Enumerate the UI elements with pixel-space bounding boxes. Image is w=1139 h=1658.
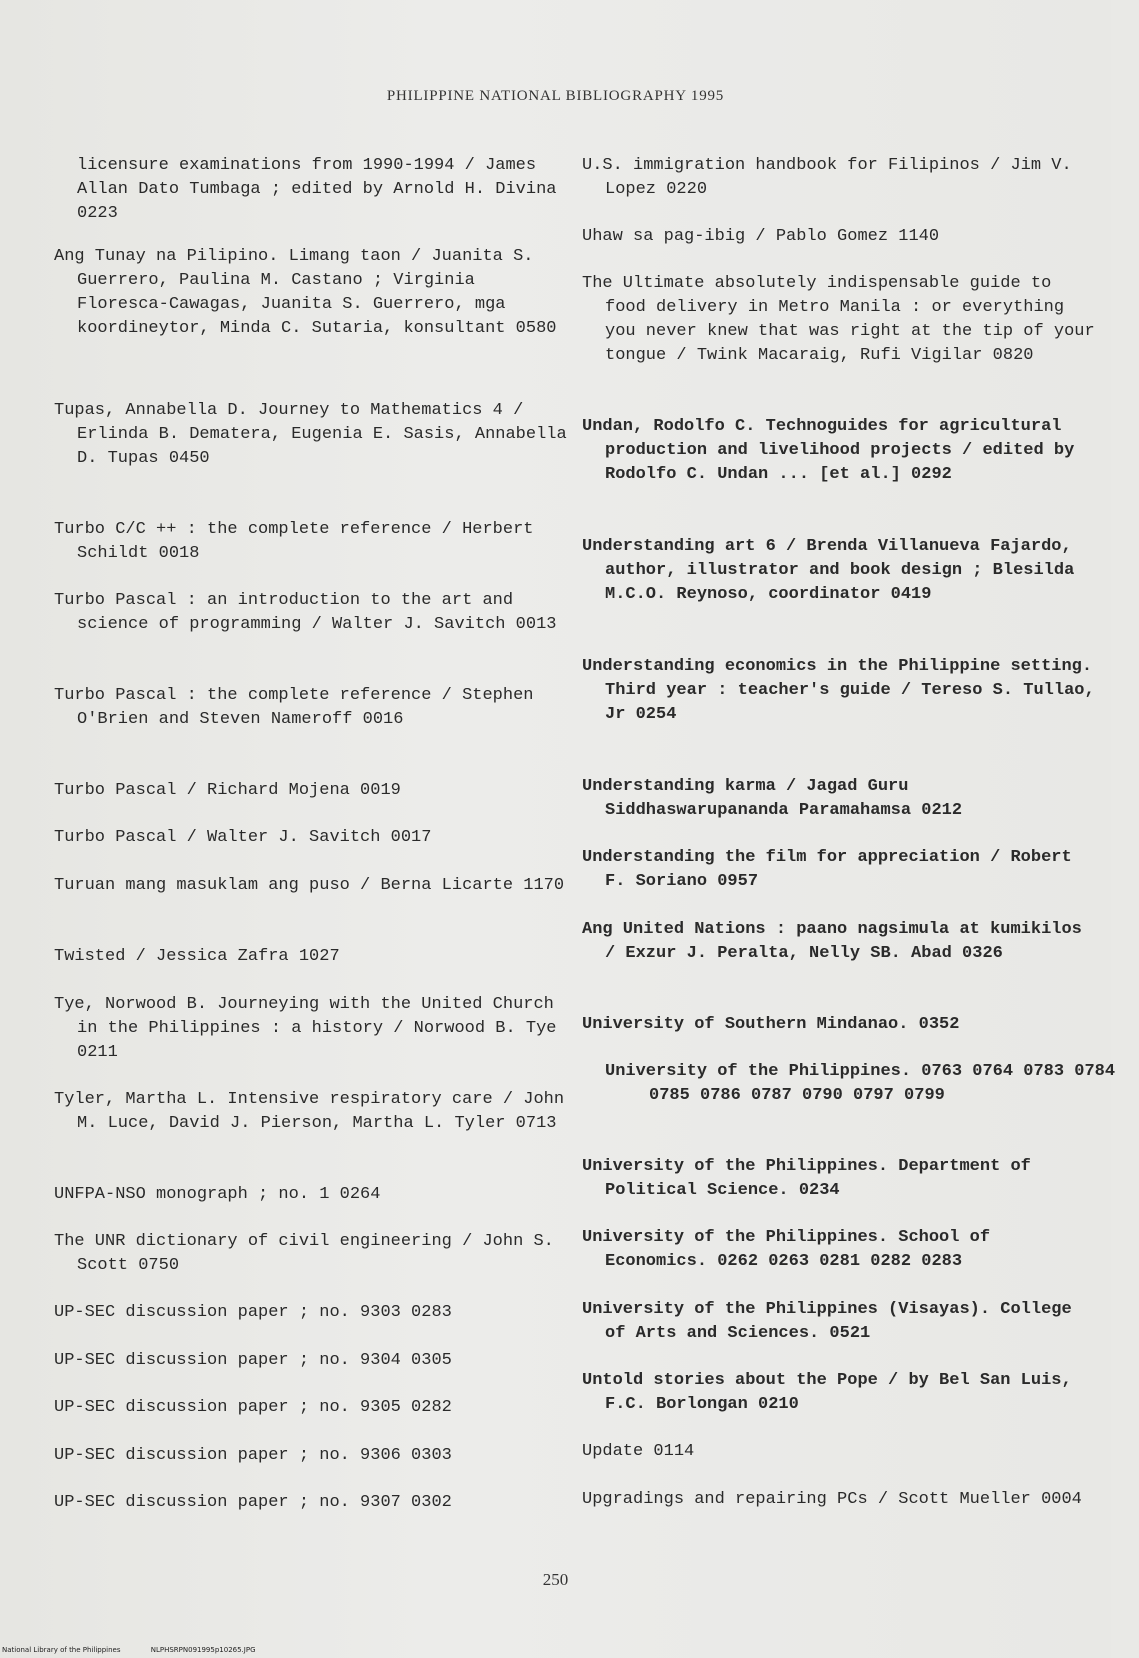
entry: Turbo Pascal / Walter J. Savitch 0017: [54, 828, 432, 847]
entry: UP-SEC discussion paper ; no. 9303 0283: [54, 1303, 452, 1322]
entry: Twisted / Jessica Zafra 1027: [54, 947, 340, 966]
entry: Understanding karma / Jagad Guru Siddhaswarupananda Paramahamsa 0212: [582, 777, 963, 820]
entry: Turbo Pascal : the complete reference / Stephen O'Brien and Steven Nameroff 0016: [54, 686, 544, 729]
entry: Undan, Rodolfo C. Technoguides for agricultural production and livelihood projects / edited by Rodolfo C. Undan ... [et al.] 0292: [582, 417, 1085, 484]
entry: Tupas, Annabella D. Journey to Mathematics 4 / Erlinda B. Dematera, Eugenia E. Sasis, Annabella D. Tupas 0450: [54, 401, 577, 468]
entry: The Ultimate absolutely indispensable guide to food delivery in Metro Manila : or everything you never knew that was right at the tip of your tongue / Twink Macaraig, Rufi Vigilar 0820: [582, 274, 1105, 365]
entry: Turbo Pascal / Richard Mojena 0019: [54, 781, 401, 800]
page-number: 250: [542, 1570, 569, 1589]
entry: University of the Philippines. Department of Political Science. 0234: [582, 1157, 1042, 1200]
entry: Understanding the film for appreciation / Robert F. Soriano 0957: [582, 848, 1082, 891]
entry: UP-SEC discussion paper ; no. 9307 0302: [54, 1493, 452, 1512]
entry: UNFPA-NSO monograph ; no. 1 0264: [54, 1185, 381, 1204]
entry: Ang United Nations : paano nagsimula at kumikilos / Exzur J. Peralta, Nelly SB. Abad 0326: [582, 920, 1093, 963]
entry: Untold stories about the Pope / by Bel San Luis, F.C. Borlongan 0210: [582, 1371, 1082, 1414]
entry: Ang Tunay na Pilipino. Limang taon / Juanita S. Guerrero, Paulina M. Castano ; Virginia Floresca-Cawagas, Juanita S. Guerrero, mga koordineytor, Minda C. Sutaria, konsultant 0580: [54, 247, 557, 338]
entry: Turbo Pascal : an introduction to the art and science of programming / Walter J. Savitch 0013: [54, 591, 557, 634]
entry: Tye, Norwood B. Journeying with the United Church in the Philippines : a history / Norwood B. Tye 0211: [54, 995, 567, 1062]
entry: UP-SEC discussion paper ; no. 9306 0303: [54, 1446, 452, 1465]
entry: University of Southern Mindanao. 0352: [582, 1015, 960, 1034]
page-header: PHILIPPINE NATIONAL BIBLIOGRAPHY 1995: [386, 88, 725, 104]
entry: Uhaw sa pag-ibig / Pablo Gomez 1140: [582, 227, 940, 246]
entry: U.S. immigration handbook for Filipinos / Jim V. Lopez 0220: [582, 156, 1082, 199]
entry: Update 0114: [582, 1442, 695, 1461]
entry: UP-SEC discussion paper ; no. 9304 0305: [54, 1351, 452, 1370]
entry: licensure examinations from 1990-1994 / James Allan Dato Tumbaga ; edited by Arnold H. Divina 0223: [77, 156, 567, 223]
entry: Understanding economics in the Philippine setting. Third year : teacher's guide / Tereso S. Tullao, Jr 0254: [582, 657, 1105, 724]
entry: University of the Philippines. School of Economics. 0262 0263 0281 0282 0283: [582, 1228, 1001, 1271]
entry: University of the Philippines. 0763 0764 0783 0784 0785 0786 0787 0790 0797 0799: [605, 1062, 1126, 1105]
footer-library: National Library of the Philippines: [2, 1646, 121, 1654]
entry: Upgradings and repairing PCs / Scott Mueller 0004: [582, 1490, 1082, 1509]
entry: Tyler, Martha L. Intensive respiratory care / John M. Luce, David J. Pierson, Martha L. Tyler 0713: [54, 1090, 575, 1133]
entry: Turbo C/C ++ : the complete reference / Herbert Schildt 0018: [54, 520, 544, 563]
footer-file: NLPHSRPN091995p10265.JPG: [150, 1646, 256, 1654]
entry: Understanding art 6 / Brenda Villanueva Fajardo, author, illustrator and book design ; Blesilda M.C.O. Reynoso, coordinator 0419: [582, 537, 1085, 604]
entry: Turuan mang masuklam ang puso / Berna Licarte 1170: [54, 876, 565, 895]
entry: The UNR dictionary of civil engineering / John S. Scott 0750: [54, 1232, 565, 1275]
scan-footer: [2, 1646, 284, 1654]
entry: UP-SEC discussion paper ; no. 9305 0282: [54, 1398, 452, 1417]
entry: University of the Philippines (Visayas). College of Arts and Sciences. 0521: [582, 1300, 1082, 1343]
